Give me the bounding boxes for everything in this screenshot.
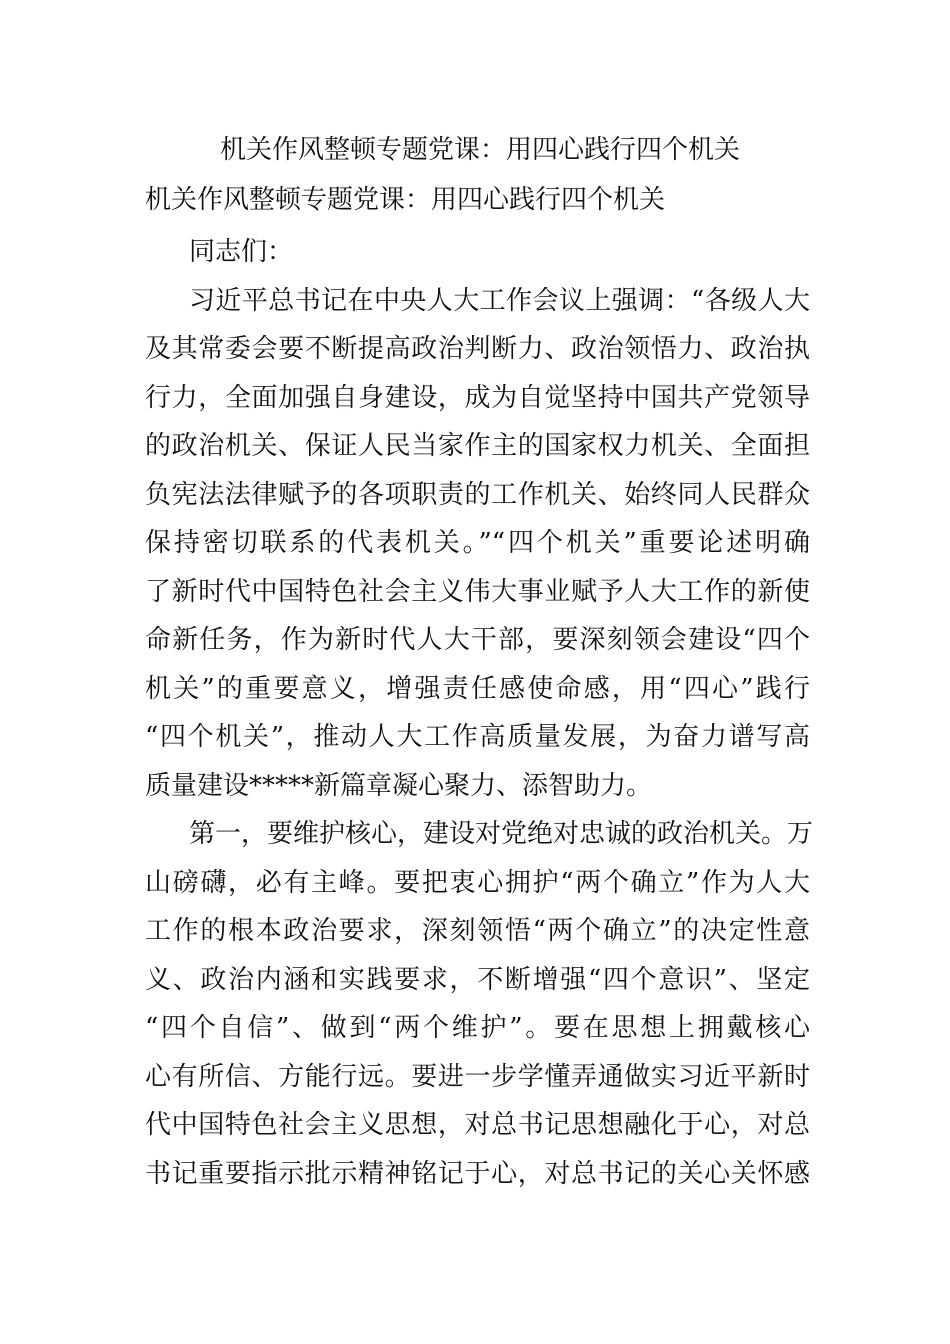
text-line: 同志们： [189,237,294,267]
text-line: 义、政治内涵和实践要求，不断增强“四个意识”、坚定 [145,964,810,995]
document-subtitle: 机关作风整顿专题党课：用四心践行四个机关 [145,185,666,215]
text-line: 习近平总书记在中央人大工作会议上强调：“各级人大 [189,285,810,316]
text-line: 命新任务，作为新时代人大干部，要深刻领会建设“四个 [145,625,810,655]
text-line: 行力，全面加强自身建设，成为自觉坚持中国共产党领导 [145,382,810,413]
text-line: 第一，要维护核心，建设对党绝对忠诚的政治机关。万 [189,819,814,849]
text-line: 的政治机关、保证人民当家作主的国家权力机关、全面担 [145,431,810,461]
text-line: 保持密切联系的代表机关。”“四个机关”重要论述明确 [145,528,810,558]
document-body [145,228,814,1198]
text-line: “四个机关”，推动人大工作高质量发展，为奋力谱写高 [145,722,810,752]
text-line: 质量建设*****新篇章凝心聚力、添智助力。 [145,770,653,801]
text-line: 山磅礴，必有主峰。要把衷心拥护“两个确立”作为人大 [145,867,810,898]
text-line: 机关”的重要意义，增强责任感使命感，用“四心”践行 [145,673,810,704]
text-line: 代中国特色社会主义思想，对总书记思想融化于心，对总 [145,1110,810,1140]
text-line: 及其常委会要不断提高政治判断力、政治领悟力、政治执 [145,334,810,364]
text-line: “四个自信”、做到“两个维护”。要在思想上拥戴核心 [145,1013,810,1043]
text-line: 工作的根本政治要求，深刻领悟“两个确立”的决定性意 [145,916,810,946]
text-line: 了新时代中国特色社会主义伟大事业赋予人大工作的新使 [145,576,810,607]
text-line: 负宪法法律赋予的各项职责的工作机关、始终同人民群众 [145,479,810,510]
text-line: 心有所信、方能行远。要进一步学懂弄通做实习近平新时 [145,1061,810,1092]
text-line: 书记重要指示批示精神铭记于心，对总书记的关心关怀感 [145,1158,810,1189]
document-title: 机关作风整顿专题党课：用四心践行四个机关 [220,135,741,165]
